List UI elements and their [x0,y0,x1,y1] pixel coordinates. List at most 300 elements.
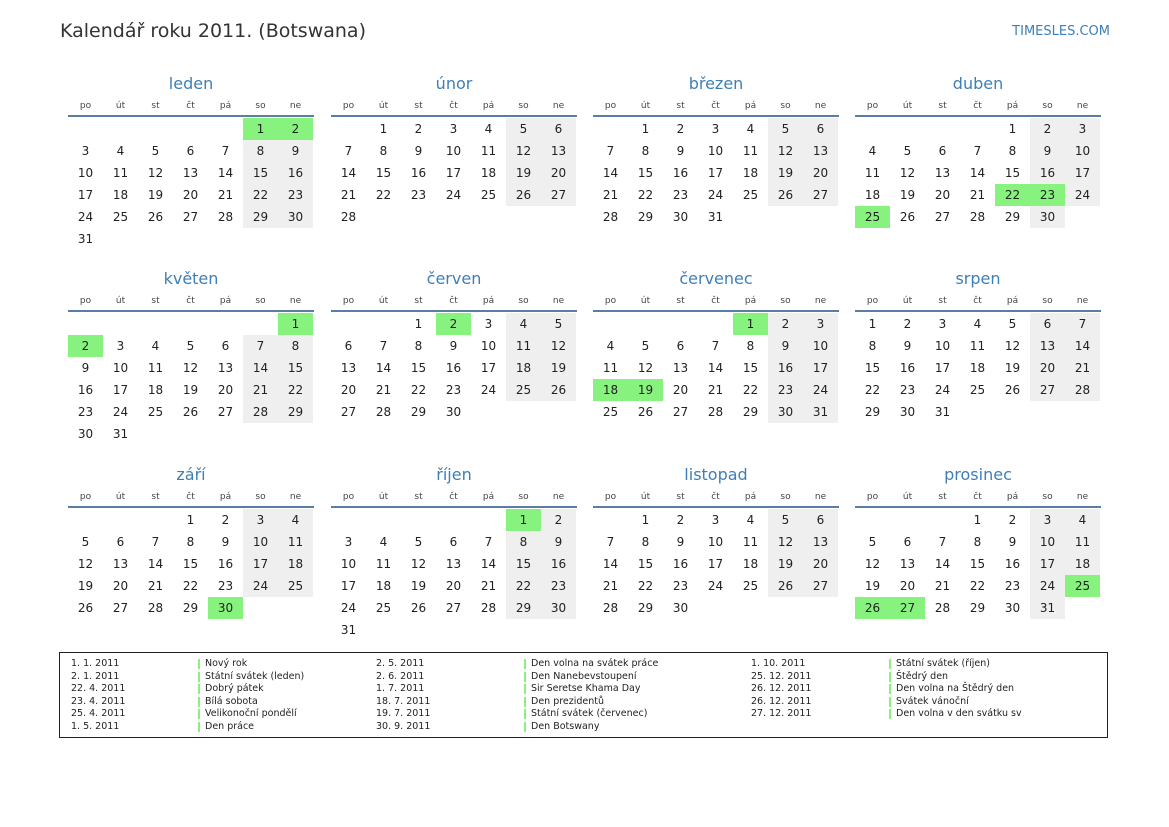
day-cell: 28 [340,210,357,224]
day-cell: 31 [1030,597,1065,619]
day-cell: 13 [541,140,576,162]
weekday-header: ne [289,296,302,306]
day-cell: 4 [746,513,755,527]
day-cell: 29 [864,405,881,419]
weekday-header: út [640,492,651,502]
weekday-header: čt [711,492,720,502]
day-cell: 29 [1004,210,1021,224]
month-name: leden [168,74,214,93]
legend-marker [889,709,891,719]
day-cell: 10 [445,144,462,158]
day-cell: 28 [707,405,724,419]
day-cell: 3 [711,513,720,527]
day-cell: 9 [414,144,423,158]
day-cell: 23 [899,383,916,397]
day-cell: 4 [278,509,313,531]
month-divider [68,115,314,117]
day-cell: 23 [768,379,803,401]
day-cell: 5 [541,313,576,335]
weekday-header: st [938,296,947,306]
day-cell: 8 [243,140,278,162]
weekday-header: po [79,101,92,111]
legend-marker [198,697,200,707]
day-cell: 8 [746,339,755,353]
day-cell: 1 [868,317,877,331]
legend-date: 1. 1. 2011 [71,658,120,669]
day-cell: 25 [602,405,619,419]
legend-holiday-name: Svátek vánoční [896,695,969,707]
day-cell: 18 [112,188,129,202]
day-cell: 21 [707,383,724,397]
day-cell: 18 [742,166,759,180]
day-cell: 1 [973,513,982,527]
day-cell: 11 [602,361,619,375]
day-cell: 16 [77,383,94,397]
day-cell: 18 [506,357,541,379]
day-cell: 12 [77,557,94,571]
day-cell: 25 [480,188,497,202]
day-cell: 27 [445,601,462,615]
weekday-header: čt [186,101,195,111]
day-cell: 5 [506,118,541,140]
month-name: prosinec [944,465,1012,484]
day-cell: 16 [672,166,689,180]
day-cell: 23 [672,579,689,593]
day-cell: 10 [480,339,497,353]
day-cell: 15 [182,557,199,571]
day-cell: 22 [410,383,427,397]
day-cell: 26 [77,601,94,615]
month-divider [331,310,577,312]
day-cell: 3 [116,339,125,353]
weekday-header: čt [973,492,982,502]
day-cell: 22 [637,579,654,593]
day-cell: 5 [641,339,650,353]
day-cell: 4 [506,313,541,335]
weekday-header: st [414,296,423,306]
day-cell: 28 [480,601,497,615]
holiday-legend [59,652,1108,738]
day-cell: 13 [803,140,838,162]
day-cell: 21 [602,579,619,593]
weekday-header: st [676,492,685,502]
day-cell: 13 [1030,335,1065,357]
weekday-header: pá [1006,101,1019,111]
day-cell: 19 [147,188,164,202]
legend-holiday-name: Státní svátek (červenec) [531,708,648,720]
day-cell: 8 [641,144,650,158]
legend-marker [889,672,891,682]
day-cell: 27 [340,405,357,419]
day-cell: 30 [541,597,576,619]
day-cell: 10 [112,361,129,375]
day-cell: 26 [506,184,541,206]
day-cell: 22 [637,188,654,202]
legend-marker [889,684,891,694]
weekday-header: ne [814,296,827,306]
weekday-header: čt [449,101,458,111]
day-cell: 14 [375,361,392,375]
day-cell: 15 [742,361,759,375]
day-cell: 19 [506,162,541,184]
day-cell: 7 [484,535,493,549]
holiday-day-cell: 1 [733,313,768,335]
day-cell: 19 [541,357,576,379]
month-name: květen [163,269,219,288]
legend-date: 22. 4. 2011 [71,683,126,695]
weekday-header: po [342,101,355,111]
site-link[interactable]: TIMESLES.COM [1012,24,1110,39]
weekday-header: ne [814,492,827,502]
day-cell: 10 [803,335,838,357]
day-cell: 30 [899,405,916,419]
day-cell: 24 [707,579,724,593]
legend-date: 23. 4. 2011 [71,695,126,707]
day-cell: 25 [147,405,164,419]
legend-holiday-name: Státní svátek (leden) [205,670,305,682]
day-cell: 23 [541,575,576,597]
legend-marker [524,722,526,732]
day-cell: 8 [278,335,313,357]
day-cell: 17 [243,553,278,575]
legend-holiday-name: Velikonoční pondělí [205,708,297,720]
day-cell: 13 [899,557,916,571]
day-cell: 9 [278,140,313,162]
day-cell: 11 [969,339,986,353]
day-cell: 6 [221,339,230,353]
legend-date: 2. 1. 2011 [71,670,120,682]
legend-date: 30. 9. 2011 [376,721,431,732]
day-cell: 21 [480,579,497,593]
day-cell: 27 [1030,379,1065,401]
month-divider [68,310,314,312]
day-cell: 18 [375,579,392,593]
day-cell: 17 [112,383,129,397]
legend-holiday-name: Den práce [205,721,255,732]
day-cell: 27 [672,405,689,419]
day-cell: 28 [602,210,619,224]
month-divider [331,115,577,117]
day-cell: 20 [445,579,462,593]
day-cell: 16 [410,166,427,180]
day-cell: 3 [81,144,90,158]
day-cell: 26 [410,601,427,615]
day-cell: 16 [899,361,916,375]
day-cell: 18 [969,361,986,375]
month-name: červen [426,269,482,288]
day-cell: 3 [938,317,947,331]
day-cell: 12 [768,531,803,553]
day-cell: 16 [217,557,234,571]
day-cell: 7 [606,535,615,549]
day-cell: 17 [803,357,838,379]
day-cell: 5 [768,509,803,531]
day-cell: 25 [969,383,986,397]
day-cell: 15 [243,162,278,184]
weekday-header: ne [289,101,302,111]
day-cell: 13 [445,557,462,571]
day-cell: 24 [934,383,951,397]
day-cell: 29 [637,601,654,615]
legend-date: 25. 4. 2011 [71,708,126,720]
weekday-header: po [79,296,92,306]
day-cell: 2 [221,513,230,527]
day-cell: 10 [243,531,278,553]
day-cell: 6 [803,509,838,531]
day-cell: 25 [112,210,129,224]
day-cell: 27 [934,210,951,224]
day-cell: 27 [112,601,129,615]
day-cell: 13 [217,361,234,375]
legend-holiday-name: Den volna na svátek práce [531,658,659,669]
page-title: Kalendář roku 2011. (Botswana) [60,20,366,42]
holiday-day-cell: 30 [208,597,243,619]
day-cell: 5 [186,339,195,353]
day-cell: 16 [1004,557,1021,571]
weekday-header: so [255,296,266,306]
day-cell: 12 [182,361,199,375]
day-cell: 17 [480,361,497,375]
weekday-header: pá [219,101,232,111]
weekday-header: pá [219,492,232,502]
day-cell: 2 [414,122,423,136]
day-cell: 20 [182,188,199,202]
day-cell: 3 [803,313,838,335]
weekday-header: po [342,492,355,502]
day-cell: 26 [182,405,199,419]
holiday-day-cell: 26 [855,597,890,619]
weekday-header: čt [186,492,195,502]
day-cell: 4 [484,122,493,136]
day-cell: 4 [973,317,982,331]
day-cell: 7 [1065,313,1100,335]
day-cell: 12 [410,557,427,571]
day-cell: 14 [707,361,724,375]
legend-marker [524,659,526,669]
day-cell: 8 [1008,144,1017,158]
legend-date: 25. 12. 2011 [751,670,812,682]
day-cell: 28 [375,405,392,419]
day-cell: 28 [969,210,986,224]
weekday-header: st [938,101,947,111]
day-cell: 30 [445,405,462,419]
day-cell: 14 [969,166,986,180]
day-cell: 13 [672,361,689,375]
day-cell: 6 [541,118,576,140]
day-cell: 3 [711,122,720,136]
day-cell: 21 [602,188,619,202]
month-divider [331,506,577,508]
day-cell: 28 [602,601,619,615]
legend-date: 18. 7. 2011 [376,695,431,707]
weekday-header: so [1042,101,1053,111]
day-cell: 12 [768,140,803,162]
weekday-header: ne [552,101,565,111]
day-cell: 27 [182,210,199,224]
day-cell: 17 [707,557,724,571]
day-cell: 14 [602,557,619,571]
weekday-header: ne [289,492,302,502]
day-cell: 19 [768,553,803,575]
day-cell: 14 [340,166,357,180]
day-cell: 21 [340,188,357,202]
legend-date: 27. 12. 2011 [751,708,812,720]
day-cell: 28 [243,401,278,423]
day-cell: 29 [969,601,986,615]
month-name: červenec [679,269,753,288]
day-cell: 15 [969,557,986,571]
day-cell: 23 [77,405,94,419]
day-cell: 17 [1030,553,1065,575]
day-cell: 15 [506,553,541,575]
day-cell: 13 [340,361,357,375]
weekday-header: so [255,101,266,111]
weekday-header: út [378,296,389,306]
weekday-header: so [518,101,529,111]
day-cell: 4 [379,535,388,549]
day-cell: 9 [676,535,685,549]
day-cell: 12 [1004,339,1021,353]
legend-holiday-name: Státní svátek (říjen) [896,658,990,669]
day-cell: 9 [81,361,90,375]
day-cell: 24 [77,210,94,224]
day-cell: 20 [340,383,357,397]
day-cell: 20 [541,162,576,184]
day-cell: 10 [1065,140,1100,162]
day-cell: 27 [541,184,576,206]
weekday-header: ne [1076,492,1089,502]
legend-holiday-name: Den Nanebevstoupení [531,670,637,682]
day-cell: 14 [934,557,951,571]
weekday-header: st [676,296,685,306]
day-cell: 7 [379,339,388,353]
day-cell: 6 [1030,313,1065,335]
weekday-header: čt [449,296,458,306]
day-cell: 4 [868,144,877,158]
legend-holiday-name: Bílá sobota [205,695,258,707]
day-cell: 20 [934,188,951,202]
weekday-header: čt [449,492,458,502]
legend-date: 2. 5. 2011 [376,658,425,669]
day-cell: 28 [147,601,164,615]
day-cell: 2 [903,317,912,331]
day-cell: 19 [768,162,803,184]
day-cell: 12 [637,361,654,375]
day-cell: 11 [742,535,759,549]
day-cell: 20 [803,553,838,575]
weekday-header: so [518,492,529,502]
day-cell: 11 [147,361,164,375]
day-cell: 31 [934,405,951,419]
day-cell: 4 [116,144,125,158]
legend-holiday-name: Štědrý den [896,670,949,682]
day-cell: 3 [243,509,278,531]
day-cell: 11 [742,144,759,158]
day-cell: 21 [375,383,392,397]
day-cell: 20 [672,383,689,397]
day-cell: 11 [278,531,313,553]
day-cell: 15 [375,166,392,180]
day-cell: 21 [934,579,951,593]
day-cell: 6 [803,118,838,140]
day-cell: 17 [707,166,724,180]
holiday-day-cell: 2 [278,118,313,140]
day-cell: 2 [676,513,685,527]
day-cell: 14 [217,166,234,180]
weekday-header: pá [1006,492,1019,502]
holiday-day-cell: 18 [593,379,628,401]
day-cell: 29 [506,597,541,619]
day-cell: 8 [186,535,195,549]
day-cell: 21 [243,379,278,401]
day-cell: 15 [1004,166,1021,180]
day-cell: 11 [112,166,129,180]
legend-marker [524,697,526,707]
day-cell: 14 [147,557,164,571]
day-cell: 17 [445,166,462,180]
day-cell: 24 [340,601,357,615]
day-cell: 7 [973,144,982,158]
day-cell: 13 [934,166,951,180]
day-cell: 29 [182,601,199,615]
day-cell: 4 [606,339,615,353]
day-cell: 25 [742,188,759,202]
day-cell: 24 [1030,575,1065,597]
day-cell: 24 [803,379,838,401]
day-cell: 8 [641,535,650,549]
holiday-day-cell: 19 [628,379,663,401]
day-cell: 30 [77,427,94,441]
weekday-header: po [604,296,617,306]
day-cell: 26 [637,405,654,419]
day-cell: 8 [506,531,541,553]
day-cell: 10 [707,144,724,158]
weekday-header: pá [482,101,495,111]
day-cell: 15 [278,357,313,379]
day-cell: 3 [449,122,458,136]
day-cell: 2 [541,509,576,531]
day-cell: 1 [414,317,423,331]
day-cell: 22 [243,184,278,206]
legend-marker [524,672,526,682]
holiday-day-cell: 22 [995,184,1030,206]
weekday-header: so [780,492,791,502]
weekday-header: pá [482,296,495,306]
legend-holiday-name: Den volna na Štědrý den [896,683,1015,695]
day-cell: 16 [1030,162,1065,184]
day-cell: 30 [672,601,689,615]
day-cell: 29 [410,405,427,419]
day-cell: 23 [1004,579,1021,593]
month-divider [593,506,839,508]
weekday-header: út [640,296,651,306]
weekday-header: pá [744,101,757,111]
day-cell: 7 [711,339,720,353]
day-cell: 2 [768,313,803,335]
day-cell: 31 [340,623,357,637]
day-cell: 8 [379,144,388,158]
day-cell: 31 [77,232,94,246]
weekday-header: pá [219,296,232,306]
day-cell: 29 [637,210,654,224]
day-cell: 3 [344,535,353,549]
weekday-header: po [866,492,879,502]
day-cell: 14 [602,166,619,180]
month-divider [593,310,839,312]
day-cell: 1 [379,122,388,136]
day-cell: 7 [344,144,353,158]
day-cell: 11 [506,335,541,357]
